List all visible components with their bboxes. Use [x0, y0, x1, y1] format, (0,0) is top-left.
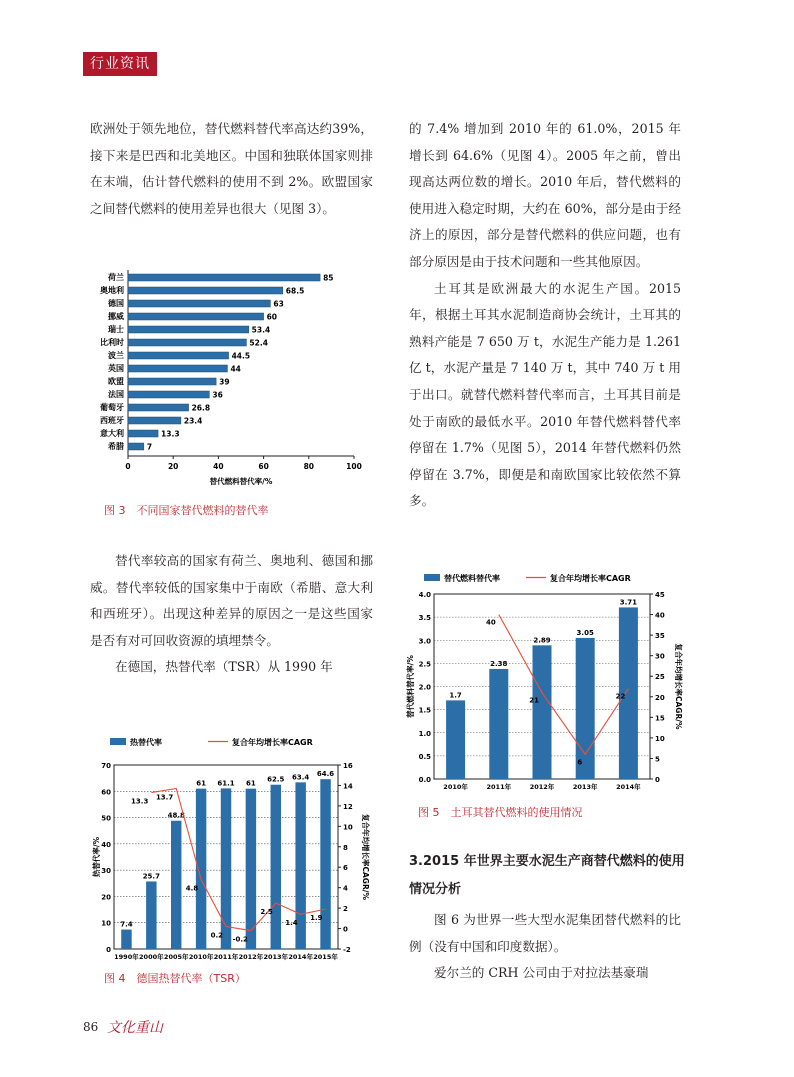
bar [121, 930, 131, 949]
paragraph: 替代率较高的国家有荷兰、奥地利、德国和挪威。替代率较低的国家集中于南欧（希腊、意大利和西班牙）。出现这种差异的原因之一是这些国家是否有对可回收资源的填埋禁令。 [90, 553, 373, 648]
category-label: 瑞士 [108, 325, 124, 334]
y-axis-title: 热替代率/% [92, 836, 101, 878]
figure-4-caption: 图 4 德国热替代率（TSR） [104, 972, 246, 985]
line-value-label: 22 [615, 692, 626, 701]
bar [128, 417, 181, 424]
bar [128, 313, 264, 320]
data-label: 53.4 [251, 325, 271, 335]
y-tick-label: 2.0 [418, 683, 431, 692]
x-tick-label: 80 [303, 462, 315, 471]
x-tick-label: 2011年 [213, 953, 239, 961]
bar [196, 789, 206, 949]
bar [532, 645, 551, 779]
line-value-label: 1.9 [310, 914, 323, 923]
y2-tick-label: 2 [343, 905, 348, 914]
bar-value-label: 61.1 [217, 779, 235, 788]
y-tick-label: 3.0 [418, 637, 431, 646]
figure-3-chart [90, 262, 370, 498]
y2-tick-label: 30 [655, 652, 665, 661]
bar-value-label: 3.05 [576, 628, 594, 637]
y2-tick-label: 4 [343, 884, 348, 893]
paragraph: 土耳其是欧洲最大的水泥生产国。2015 年，根据土耳其水泥制造商协会统计，土耳其的熟料产能是 7 650 万 t，水泥生产能力是 1.261 亿 t，水泥产量是 7 140 万 t，其中 740 万 t 用于出口。就替代燃料替代率而言，土耳其目前是处于南欧的最低水平。2010 年替代燃料替代率停留在 1.7%（见图 5），2014 年替代燃料仍然停留在 3.7%，即便是和南欧国家比较依然不算多。 [409, 280, 681, 509]
section-heading: 3.2015 年世界主要水泥生产商替代燃料的使用情况分析 [409, 854, 685, 897]
bar [128, 287, 283, 294]
bar [271, 785, 281, 949]
x-tick-label: 40 [213, 462, 224, 471]
bar-value-label: 3.71 [619, 598, 638, 607]
paragraph: 的 7.4% 增加到 2010 年的 61.0%，2015 年增长到 64.6%（见图 4）。2005 年之前，曾出现高达两位数的增长。2010 年后，替代燃料的使用进入稳定时期，大约在 60%，部分是由于经济上的原因，部分是替代燃料的供应问题，也有部分原因是由于技术问题和一些其他原因。 [409, 121, 681, 269]
bar [246, 789, 256, 949]
data-label: 36 [212, 390, 223, 400]
category-label: 奥地利 [100, 286, 124, 295]
data-label: 7 [146, 442, 153, 452]
y-tick-label: 20 [101, 893, 111, 902]
y-tick-label: 40 [101, 840, 111, 849]
y-tick-label: 50 [101, 814, 111, 823]
bar-value-label: 2.89 [533, 636, 551, 645]
line-value-label: 21 [529, 696, 539, 705]
category-label: 西班牙 [100, 416, 124, 425]
y-tick-label: 2.5 [418, 660, 431, 669]
bar [146, 881, 156, 949]
bar-value-label: 64.6 [316, 770, 335, 779]
bar-value-label: 61 [196, 779, 206, 788]
bar [128, 443, 144, 450]
y2-tick-label: 20 [655, 693, 665, 702]
category-label: 德国 [108, 299, 124, 308]
y2-tick-label: 25 [655, 673, 665, 682]
y2-tick-label: 10 [343, 823, 353, 832]
bar [128, 430, 158, 437]
bar-value-label: 2.38 [490, 659, 508, 668]
data-label: 60 [266, 312, 278, 322]
y-tick-label: 70 [101, 762, 111, 770]
line-value-label: 13.3 [131, 797, 149, 806]
y-tick-label: 3.5 [418, 614, 431, 623]
bar [128, 300, 270, 307]
left-column-top [90, 116, 373, 222]
data-label: 23.4 [183, 416, 203, 426]
y-tick-label: 0.5 [418, 752, 431, 761]
bar [128, 378, 216, 385]
y2-tick-label: -2 [343, 946, 351, 954]
line-value-label: 40 [486, 618, 496, 627]
category-label: 法国 [108, 390, 124, 399]
y2-tick-label: 12 [343, 802, 353, 811]
y-tick-label: 0 [106, 946, 111, 954]
x-tick-label: 2012年 [529, 783, 555, 791]
data-label: 44.5 [231, 351, 251, 361]
legend-swatch-bar [424, 574, 440, 581]
y2-tick-label: 0 [655, 776, 660, 784]
paragraph: 图 6 为世界一些大型水泥集团替代燃料的比例（没有中国和印度数据）。 [409, 912, 681, 954]
bar [128, 404, 189, 411]
y2-axis-title: 复合年均增长率CAGR/% [674, 643, 683, 730]
line-value-label: -0.2 [232, 935, 248, 944]
data-label: 39 [219, 377, 230, 387]
bar [128, 352, 229, 359]
category-label: 意大利 [100, 429, 124, 438]
y-tick-label: 1.0 [418, 729, 431, 738]
y2-tick-label: 10 [655, 734, 665, 743]
y2-tick-label: 45 [655, 591, 665, 599]
category-label: 希腊 [108, 442, 124, 451]
bar [489, 669, 508, 779]
category-label: 葡萄牙 [100, 403, 124, 412]
category-label: 欧盟 [108, 377, 124, 386]
bar [446, 700, 465, 779]
bar-value-label: 61 [246, 779, 256, 788]
y-tick-label: 60 [101, 788, 111, 797]
x-tick-label: 1990年 [114, 953, 139, 961]
legend-label: 替代燃料替代率 [444, 574, 500, 583]
data-label: 63 [273, 299, 284, 309]
figure-4-chart [90, 734, 375, 966]
x-tick-label: 2010年 [188, 953, 214, 961]
x-tick-label: 2013年 [263, 953, 289, 961]
data-label: 13.3 [161, 429, 180, 439]
x-tick-label: 2015年 [313, 953, 338, 961]
y2-tick-label: 15 [655, 714, 665, 723]
line-value-label: 4.8 [185, 884, 199, 893]
cagr-line [499, 615, 629, 755]
bar [128, 391, 209, 398]
category-label: 挪威 [108, 312, 124, 321]
y2-tick-label: 35 [655, 632, 665, 641]
data-label: 26.8 [191, 403, 211, 413]
legend-label: 热替代率 [130, 738, 162, 747]
figure-5-chart [404, 570, 689, 800]
y2-tick-label: 8 [343, 843, 348, 852]
x-tick-label: 2011年 [486, 783, 512, 791]
y2-axis-title: 复合年均增长率CAGR/% [361, 814, 370, 900]
left-column-middle [90, 548, 373, 681]
category-label: 荷兰 [108, 273, 124, 282]
y2-tick-label: 14 [343, 782, 353, 791]
legend-swatch-bar [110, 738, 126, 745]
line-value-label: 13.7 [155, 793, 174, 802]
right-column-bottom [409, 907, 681, 987]
bar [128, 339, 246, 346]
figure-5-caption: 图 5 土耳其替代燃料的使用情况 [418, 806, 583, 819]
y2-tick-label: 5 [655, 755, 660, 764]
category-label: 波兰 [108, 351, 124, 360]
legend-label: 复合年均增长率CAGR [550, 574, 631, 583]
category-label: 英国 [108, 364, 124, 373]
line-value-label: 0.2 [210, 931, 223, 940]
line-value-label: 6 [577, 758, 583, 767]
bar-value-label: 63.4 [292, 773, 310, 782]
legend-label: 复合年均增长率CAGR [232, 738, 313, 747]
bar [171, 821, 181, 949]
data-label: 85 [323, 273, 334, 283]
bar [221, 788, 231, 949]
y2-tick-label: 0 [343, 925, 348, 934]
y-tick-label: 10 [101, 919, 111, 928]
x-tick-label: 60 [258, 462, 269, 471]
bar-value-label: 1.7 [449, 691, 462, 700]
bar [128, 326, 249, 333]
x-tick-label: 2014年 [616, 783, 641, 791]
x-tick-label: 2014年 [288, 953, 313, 961]
x-tick-label: 2000年 [139, 953, 164, 961]
y-tick-label: 1.5 [418, 706, 431, 715]
data-label: 44 [230, 364, 241, 374]
bar-value-label: 48.8 [167, 811, 185, 820]
bar [320, 779, 330, 949]
line-value-label: 1.4 [285, 919, 298, 928]
x-tick-label: 0 [125, 462, 131, 471]
y2-tick-label: 40 [655, 611, 665, 620]
bar-value-label: 25.7 [142, 872, 160, 881]
x-tick-label: 2013年 [572, 783, 598, 791]
journal-logo: 文化重山 [107, 1020, 163, 1036]
page-number: 86 [83, 1020, 99, 1034]
bar-value-label: 62.5 [267, 775, 285, 784]
x-tick-label: 100 [346, 462, 362, 471]
data-label: 52.4 [249, 338, 268, 348]
x-tick-label: 2012年 [238, 953, 264, 961]
paragraph: 爱尔兰的 CRH 公司由于对拉法基豪瑞 [434, 965, 649, 981]
category-label: 比利时 [100, 338, 124, 347]
right-column-top [409, 116, 681, 515]
bar-value-label: 7.4 [120, 920, 133, 929]
y2-tick-label: 6 [343, 864, 348, 873]
section-tag: 行业资讯 [83, 52, 157, 76]
paragraph: 欧洲处于领先地位，替代燃料替代率高达约39%，接下来是巴西和北美地区。中国和独联体国家则排在末端，估计替代燃料的使用不到 2%。欧盟国家之间替代燃料的使用差异也很大（见图 3）。 [90, 121, 373, 216]
paragraph: 在德国，热替代率（TSR）从 1990 年 [115, 659, 333, 675]
figure-3-caption: 图 3 不同国家替代燃料的替代率 [104, 504, 269, 517]
x-tick-label: 20 [167, 462, 179, 471]
y-tick-label: 4.0 [418, 591, 431, 599]
x-tick-label: 2010年 [443, 783, 468, 791]
x-axis-title: 替代燃料替代率/% [209, 477, 273, 486]
line-value-label: 2.5 [260, 908, 273, 916]
y2-tick-label: 16 [343, 762, 353, 770]
bar [128, 274, 320, 281]
y-tick-label: 0.0 [418, 776, 431, 784]
data-label: 68.5 [285, 286, 305, 296]
y-tick-label: 30 [101, 867, 111, 876]
x-tick-label: 2005年 [163, 953, 189, 961]
y-axis-title: 替代燃料替代率/% [406, 655, 415, 718]
bar [128, 365, 227, 372]
